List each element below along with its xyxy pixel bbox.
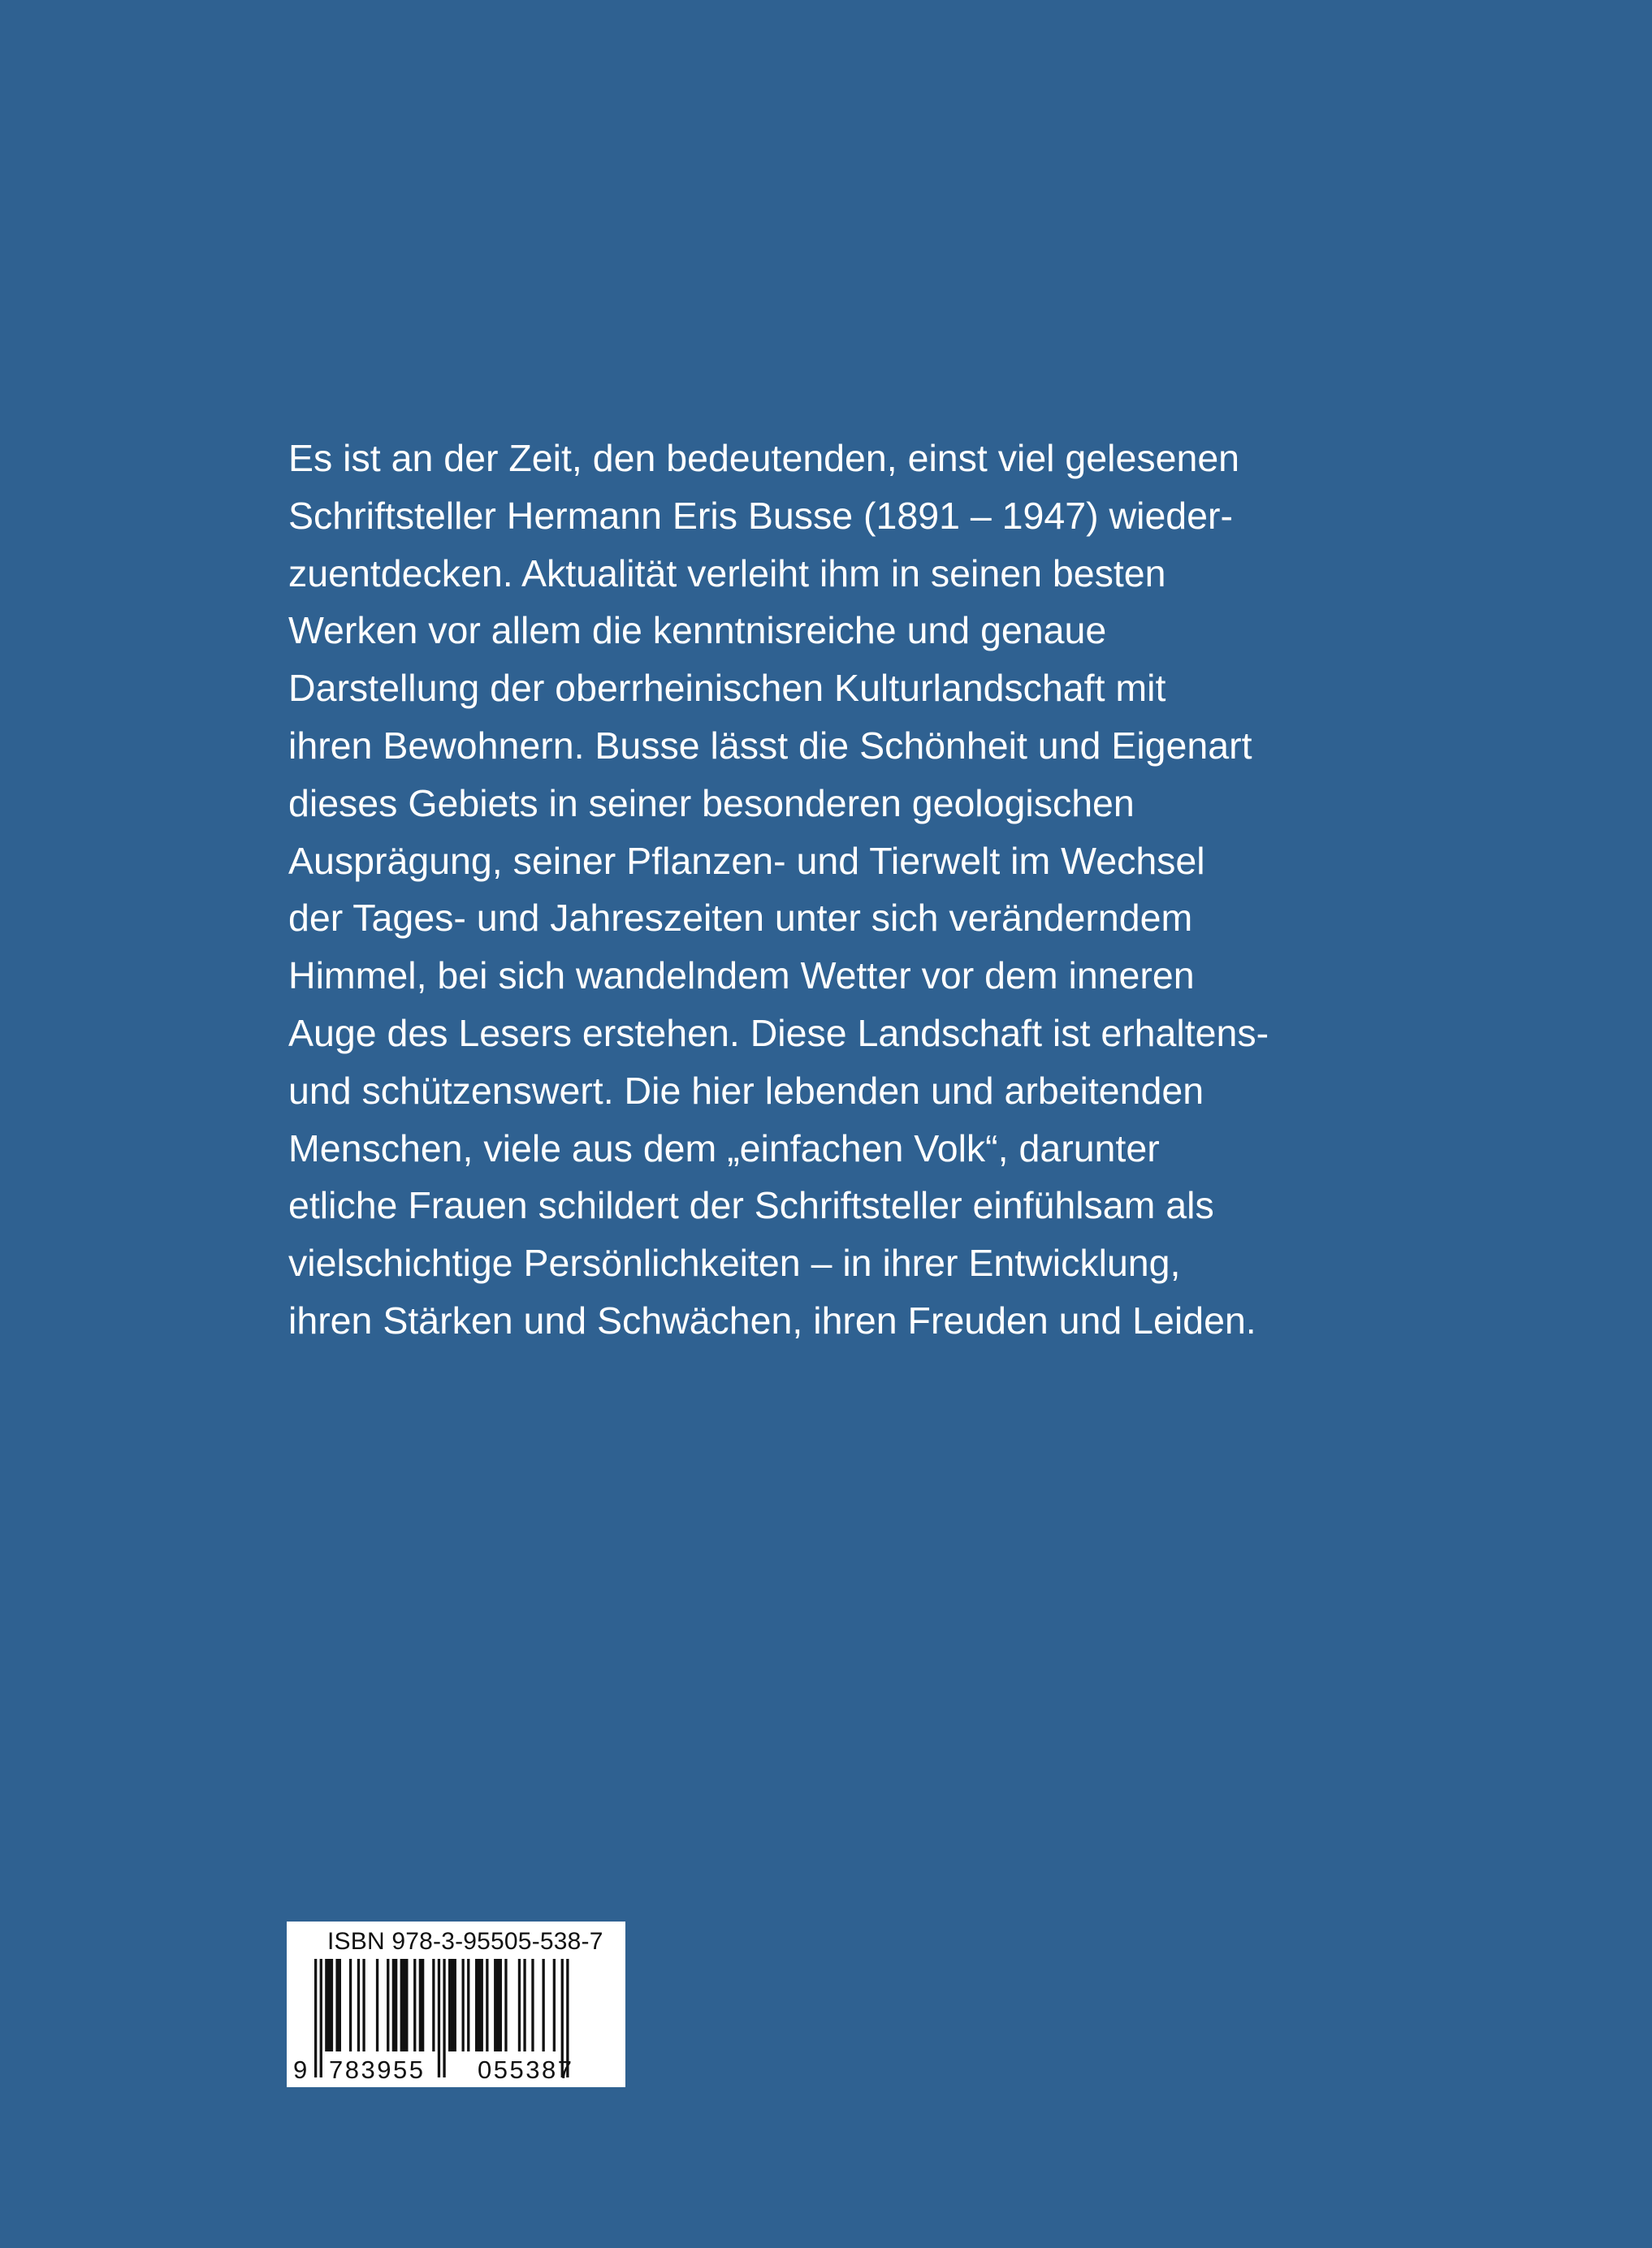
barcode-bar [335,1959,341,2051]
blurb-line: Werken vor allem die kenntnisreiche und genaue [288,609,1107,652]
barcode-bar [357,1959,360,2051]
barcode-bar [432,1959,435,2051]
barcode-bar [518,1959,521,2051]
blurb-line: Himmel, bei sich wandelndem Wetter vor dem inneren [288,954,1195,997]
blurb-line: vielschichtige Persönlichkeiten – in ihrer Entwicklung, [288,1242,1181,1285]
isbn-barcode [287,1922,625,2087]
blurb-line: etliche Frauen schildert der Schriftsteller einfühlsam als [288,1184,1214,1227]
barcode-bar [543,1959,545,2051]
barcode-bar [553,1959,556,2051]
barcode-bar [467,1959,469,2051]
barcode-guard-bar [320,1959,322,2077]
barcode-bar [376,1959,378,2051]
blurb-line: zuentdecken. Aktualität verleiht ihm in seinen besten [288,551,1166,594]
barcode-bar [362,1959,365,2051]
isbn-label: ISBN 978-3-95505-538-7 [327,1928,603,1955]
blurb-line: Ausprägung, seiner Pflanzen- und Tierwelt im Wechsel [288,839,1205,882]
barcode-bar [475,1959,483,2051]
barcode-bar [448,1959,456,2051]
blurb-line: Auge des Lesers erstehen. Diese Landschaft ist erhaltens- [288,1011,1269,1054]
barcode-bar [400,1959,409,2051]
barcode-digits-left: 783955 [329,2056,426,2084]
barcode-bar [523,1959,525,2051]
blurb-line: der Tages- und Jahreszeiten unter sich veränderndem [288,897,1193,940]
blurb-line: Es ist an der Zeit, den bedeutenden, einst viel gelesenen [288,437,1240,479]
barcode-bar [349,1959,352,2051]
barcode-bar [462,1959,465,2051]
barcode-bar [325,1959,333,2051]
barcode-bar [531,1959,534,2051]
barcode-bar [504,1959,507,2051]
blurb-line: Menschen, viele aus dem „einfachen Volk“, darunter [288,1126,1160,1169]
barcode-bar [387,1959,389,2051]
barcode-bar [486,1959,488,2051]
blurb-line: und schützenswert. Die hier lebenden und arbeitenden [288,1069,1204,1112]
blurb-line: Schriftsteller Hermann Eris Busse (1891 – 1947) wieder- [288,494,1233,537]
barcode-bar [494,1959,502,2051]
barcode-digit-first: 9 [293,2056,309,2084]
blurb-line: dieses Gebiets in seiner besonderen geologischen [288,781,1135,824]
blurb-line: ihren Bewohnern. Busse lässt die Schönheit und Eigenart [288,724,1252,767]
barcode-bar [413,1959,416,2051]
barcode-digits-right: 055387 [478,2056,574,2084]
barcode-bar [392,1959,398,2051]
back-cover-blurb [288,430,1377,1350]
barcode-guard-bar [443,1959,445,2077]
blurb-line: ihren Stärken und Schwächen, ihren Freuden und Leiden. [288,1299,1256,1342]
barcode-bar [419,1959,425,2051]
barcode-guard-bar [314,1959,317,2077]
blurb-line: Darstellung der oberrheinischen Kulturlandschaft mit [288,667,1166,710]
barcode-guard-bar [438,1959,440,2077]
